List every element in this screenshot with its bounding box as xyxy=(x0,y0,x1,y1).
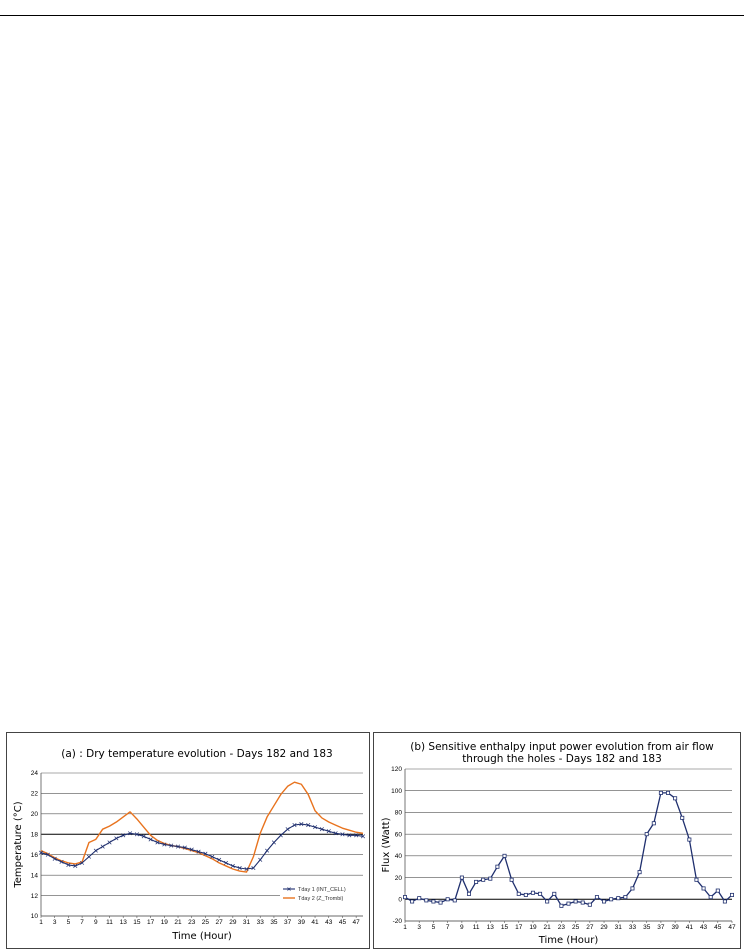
data-point-series-1 xyxy=(688,838,691,841)
data-point-series-1 xyxy=(403,896,406,899)
x-tick-label: 1 xyxy=(39,919,43,926)
y-tick-label: 10 xyxy=(30,913,38,921)
data-point-series-1 xyxy=(617,897,620,900)
data-point-series-1 xyxy=(460,876,463,879)
x-tick-label: 13 xyxy=(119,919,127,926)
x-tick-label: 11 xyxy=(106,919,113,926)
data-point-series-1 xyxy=(531,891,534,894)
chart-panel-b xyxy=(373,732,741,949)
x-tick-label: 3 xyxy=(52,919,57,926)
y-tick-label: 80 xyxy=(394,809,402,817)
data-point-series-1 xyxy=(517,892,520,895)
x-tick-label: 45 xyxy=(714,924,722,931)
x-tick-label: 9 xyxy=(460,924,464,931)
x-tick-label: 33 xyxy=(628,924,637,931)
data-point-series-1 xyxy=(432,900,435,903)
y-tick-label: 14 xyxy=(30,872,38,880)
x-axis-label: Time (Hour) xyxy=(172,931,232,942)
x-tick-label: 27 xyxy=(586,924,594,931)
x-tick-label: 15 xyxy=(500,924,509,931)
y-tick-label: 0 xyxy=(398,896,402,904)
data-point-series-1 xyxy=(546,900,549,903)
x-tick-label: 41 xyxy=(685,924,693,931)
legend-entry-2: Tday 2 (Z_Trombi) xyxy=(298,896,344,902)
x-tick-label: 43 xyxy=(699,924,708,931)
y-tick-label: 40 xyxy=(394,853,402,861)
data-point-series-1 xyxy=(538,892,541,895)
x-tick-label: 29 xyxy=(229,919,237,926)
data-point-series-1 xyxy=(272,841,276,845)
x-tick-label: 29 xyxy=(600,924,608,931)
legend-entry-1: Tday 1 (INT_CELL) xyxy=(298,887,346,893)
chart-panel-a xyxy=(6,732,370,949)
data-point-series-1 xyxy=(574,900,577,903)
x-tick-label: 21 xyxy=(174,919,182,926)
data-point-series-1 xyxy=(560,904,563,907)
page-top-rule xyxy=(0,15,744,16)
data-point-series-1 xyxy=(411,900,414,903)
x-axis-label: Time (Hour) xyxy=(538,935,599,946)
data-point-series-1 xyxy=(666,791,669,794)
data-point-series-1 xyxy=(503,854,506,857)
data-point-series-1 xyxy=(610,898,613,901)
data-point-series-1 xyxy=(702,887,705,890)
y-tick-label: 22 xyxy=(30,790,38,798)
y-axis-label: Temperature (°C) xyxy=(13,801,24,888)
data-point-series-1 xyxy=(567,902,570,905)
x-tick-label: 39 xyxy=(297,919,305,926)
data-point-series-1 xyxy=(602,900,605,903)
data-point-series-1 xyxy=(652,822,655,825)
x-tick-label: 37 xyxy=(284,919,292,926)
x-tick-label: 17 xyxy=(515,924,523,931)
x-tick-label: 27 xyxy=(215,919,223,926)
y-tick-label: 16 xyxy=(30,851,38,859)
y-tick-label: 20 xyxy=(394,874,402,882)
data-point-series-1 xyxy=(489,877,492,880)
data-point-series-1 xyxy=(553,892,556,895)
x-tick-label: 47 xyxy=(728,924,736,931)
data-point-series-1 xyxy=(645,833,648,836)
x-tick-label: 7 xyxy=(80,919,84,926)
y-tick-label: 12 xyxy=(30,892,38,900)
chart-title: (a) : Dry temperature evolution - Days 182 and 183 xyxy=(61,748,333,760)
data-point-series-1 xyxy=(674,797,677,800)
data-point-series-1 xyxy=(595,896,598,899)
data-point-series-1 xyxy=(681,816,684,819)
x-tick-label: 15 xyxy=(133,919,141,926)
data-point-series-1 xyxy=(101,845,105,849)
data-point-series-1 xyxy=(588,903,591,906)
data-point-series-1 xyxy=(94,849,98,853)
y-tick-label: -20 xyxy=(392,918,402,926)
x-tick-label: 25 xyxy=(571,924,580,931)
chart-title-line-1: (b) Sensitive enthalpy input power evolution from air flow xyxy=(410,741,714,753)
data-point-series-1 xyxy=(638,871,641,874)
y-tick-label: 100 xyxy=(391,787,402,795)
temperature-chart xyxy=(7,733,369,948)
data-point-series-1 xyxy=(624,896,627,899)
x-tick-label: 23 xyxy=(188,919,196,926)
x-tick-label: 43 xyxy=(325,919,333,926)
y-tick-label: 24 xyxy=(30,770,38,778)
data-point-series-1 xyxy=(265,849,269,853)
data-point-series-1 xyxy=(723,900,726,903)
data-point-series-1 xyxy=(510,878,513,881)
data-point-series-1 xyxy=(108,841,112,845)
series-line-1 xyxy=(41,824,363,869)
chart-title-line-2: through the holes - Days 182 and 183 xyxy=(462,753,662,765)
x-tick-label: 41 xyxy=(311,919,319,926)
x-tick-label: 45 xyxy=(338,919,347,926)
y-tick-label: 18 xyxy=(30,831,38,839)
x-tick-label: 23 xyxy=(557,924,566,931)
data-point-series-1 xyxy=(258,858,262,862)
x-tick-label: 17 xyxy=(146,919,155,926)
x-tick-label: 31 xyxy=(242,919,251,926)
y-tick-label: 60 xyxy=(394,831,402,839)
x-tick-label: 47 xyxy=(352,919,360,926)
x-tick-label: 39 xyxy=(671,924,679,931)
data-point-series-1 xyxy=(425,899,428,902)
data-point-series-1 xyxy=(446,898,449,901)
x-tick-label: 37 xyxy=(657,924,665,931)
x-tick-label: 21 xyxy=(543,924,551,931)
x-tick-label: 9 xyxy=(93,919,98,926)
data-point-series-1 xyxy=(418,897,421,900)
x-tick-label: 35 xyxy=(270,919,278,926)
x-tick-label: 25 xyxy=(201,919,210,926)
data-point-series-1 xyxy=(453,899,456,902)
x-tick-label: 5 xyxy=(431,924,436,931)
data-point-series-1 xyxy=(286,827,290,831)
data-point-series-1 xyxy=(631,887,634,890)
x-tick-label: 13 xyxy=(486,924,494,931)
series-line-1 xyxy=(405,793,732,906)
data-point-series-1 xyxy=(482,878,485,881)
x-tick-label: 7 xyxy=(445,924,450,931)
data-point-series-1 xyxy=(467,892,470,895)
data-point-series-1 xyxy=(474,880,477,883)
data-point-series-1 xyxy=(716,889,719,892)
x-tick-label: 1 xyxy=(403,924,407,931)
x-tick-label: 31 xyxy=(614,924,622,931)
data-point-series-1 xyxy=(524,893,527,896)
data-point-series-1 xyxy=(695,878,698,881)
data-point-series-1 xyxy=(496,865,499,868)
data-point-series-1 xyxy=(581,901,584,904)
y-tick-label: 20 xyxy=(30,811,38,819)
x-tick-label: 35 xyxy=(643,924,651,931)
data-point-series-1 xyxy=(730,893,733,896)
data-point-series-1 xyxy=(87,855,91,859)
x-tick-label: 19 xyxy=(160,919,168,926)
x-tick-label: 3 xyxy=(417,924,422,931)
data-point-series-1 xyxy=(659,791,662,794)
flux-chart xyxy=(374,733,740,948)
x-tick-label: 33 xyxy=(256,919,264,926)
x-tick-label: 5 xyxy=(66,919,71,926)
x-tick-label: 19 xyxy=(529,924,537,931)
y-axis-label: Flux (Watt) xyxy=(381,817,392,873)
y-tick-label: 120 xyxy=(391,766,402,774)
data-point-series-1 xyxy=(439,901,442,904)
x-tick-label: 11 xyxy=(472,924,480,931)
data-point-series-1 xyxy=(709,896,712,899)
